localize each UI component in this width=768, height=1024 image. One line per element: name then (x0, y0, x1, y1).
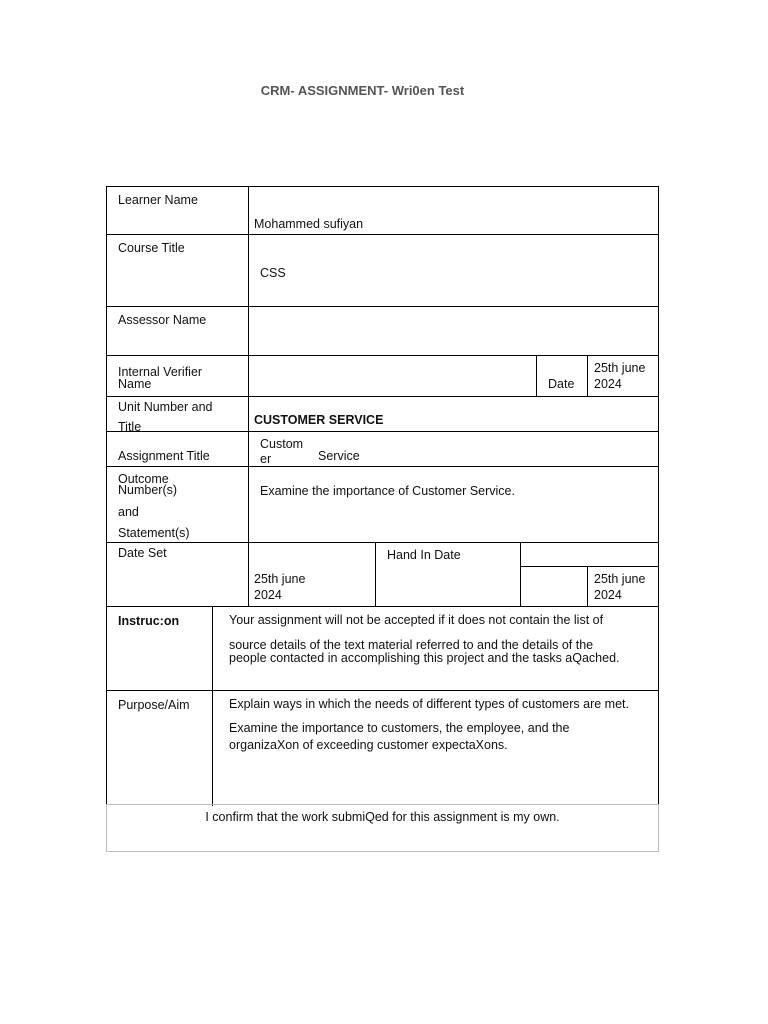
row-divider (106, 355, 659, 356)
purpose-text: organizaXon of exceeding customer expectaXons. (229, 738, 508, 752)
course-title-value: CSS (260, 266, 286, 280)
column-divider (520, 542, 521, 607)
table-border-left (106, 186, 107, 806)
instruction-text: source details of the text material referred to and the details of the (229, 638, 594, 652)
course-title-label: Course Title (118, 241, 185, 255)
outcome-label: and (118, 505, 139, 519)
column-divider (587, 355, 588, 397)
assessor-name-label: Assessor Name (118, 313, 207, 327)
row-divider (106, 431, 659, 432)
unit-value: CUSTOMER SERVICE (254, 413, 384, 427)
row-divider (106, 396, 659, 397)
internal-verifier-date-value: 2024 (594, 377, 622, 391)
internal-verifier-label: Name (118, 377, 152, 391)
purpose-text: Examine the importance to customers, the employee, and the (229, 721, 570, 735)
outcome-label: Outcome (118, 472, 169, 486)
internal-verifier-date-value: 25th june (594, 361, 646, 375)
row-divider (106, 234, 659, 235)
document-title: CRM- ASSIGNMENT- Wri0en Test (260, 83, 465, 98)
row-divider (106, 606, 659, 607)
row-divider (520, 566, 659, 567)
confirmation-text: I confirm that the work submiQed for this assignment is my own. (205, 810, 560, 824)
outcome-label: Statement(s) (118, 526, 190, 540)
column-divider (212, 606, 213, 806)
purpose-text: Explain ways in which the needs of different types of customers are met. (229, 697, 629, 711)
purpose-label: Purpose/Aim (118, 698, 190, 712)
instruction-text: people contacted in accomplishing this project and the tasks aQached. (229, 651, 620, 665)
column-divider (248, 186, 249, 607)
table-border-top (106, 186, 659, 187)
date-set-label: Date Set (118, 546, 167, 560)
internal-verifier-date-label: Date (548, 377, 575, 391)
unit-label: Unit Number and (118, 400, 213, 414)
internal-verifier-label: Internal Verifier (118, 365, 203, 379)
unit-label: Title (118, 420, 142, 434)
row-divider (106, 466, 659, 467)
table-border-right (658, 186, 659, 806)
outcome-value: Examine the importance of Customer Service. (260, 484, 515, 498)
date-set-value: 2024 (254, 588, 282, 602)
learner-name-value: Mohammed sufiyan (254, 217, 364, 231)
column-divider (536, 355, 537, 397)
assignment-title-label: Assignment Title (118, 449, 210, 463)
assignment-title-value: Service (318, 449, 360, 463)
column-divider (375, 542, 376, 607)
row-divider (106, 542, 659, 543)
learner-name-label: Learner Name (118, 193, 198, 207)
row-divider (106, 690, 659, 691)
instruction-text: Your assignment will not be accepted if it does not contain the list of (229, 613, 604, 627)
hand-in-date-value: 2024 (594, 588, 622, 602)
instruction-label: Instruc:on (118, 614, 180, 628)
column-divider (587, 566, 588, 607)
outcome-label: Number(s) (118, 483, 178, 497)
confirmation-box (106, 804, 659, 852)
assignment-title-value: er (260, 452, 272, 466)
assignment-title-value: Custom (260, 437, 304, 451)
date-set-value: 25th june (254, 572, 306, 586)
row-divider (106, 306, 659, 307)
hand-in-date-value: 25th june (594, 572, 646, 586)
hand-in-date-label: Hand In Date (387, 548, 461, 562)
